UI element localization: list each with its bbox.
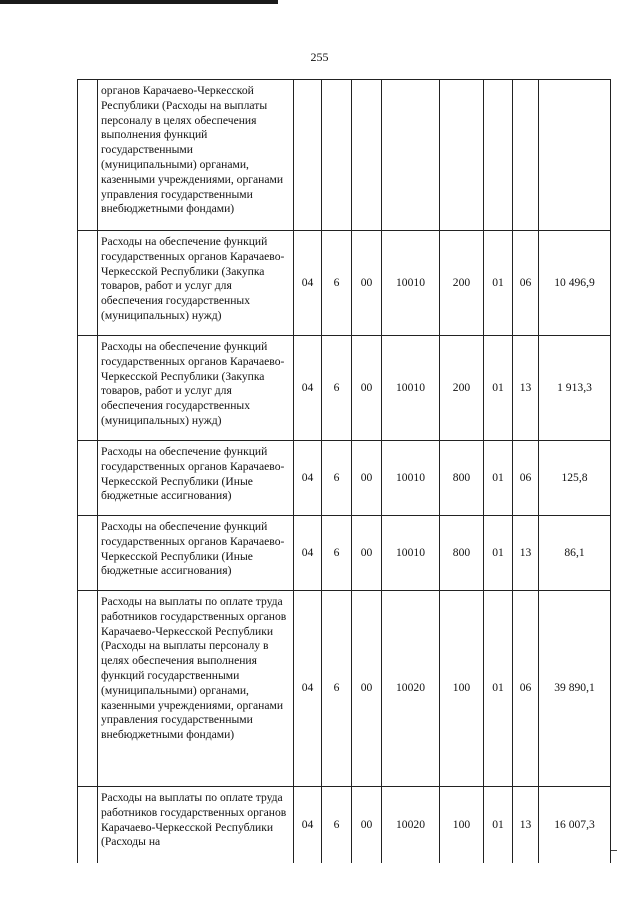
amount-cell: 1 913,3	[539, 336, 611, 441]
blank-cell	[78, 441, 98, 516]
code-cell: 10010	[382, 336, 440, 441]
code-cell	[322, 80, 352, 231]
code-cell: 04	[294, 231, 322, 336]
code-cell	[513, 80, 539, 231]
budget-table	[77, 79, 611, 863]
row-description: органов Карачаево-Черкесской Республики (Расходы на выплаты персоналу в целях обеспечения выполнения функций государственными (муниципальными) органами, казенными учреждениями, органами управления государственными внебюджетными фондами)	[98, 80, 294, 231]
code-cell: 6	[322, 787, 352, 863]
blank-cell	[78, 80, 98, 231]
code-cell: 06	[513, 231, 539, 336]
code-cell: 6	[322, 336, 352, 441]
top-rule	[0, 0, 278, 4]
code-cell: 100	[440, 787, 484, 863]
amount-cell	[539, 80, 611, 231]
code-cell: 10020	[382, 787, 440, 863]
code-cell: 200	[440, 336, 484, 441]
blank-cell	[78, 787, 98, 863]
blank-cell	[78, 591, 98, 787]
table-row	[78, 787, 611, 863]
code-cell: 00	[352, 591, 382, 787]
code-cell: 10010	[382, 516, 440, 591]
code-cell: 10010	[382, 441, 440, 516]
amount-cell: 125,8	[539, 441, 611, 516]
edge-mark	[611, 850, 617, 851]
amount-cell: 86,1	[539, 516, 611, 591]
code-cell: 01	[484, 441, 513, 516]
code-cell: 100	[440, 591, 484, 787]
row-description: Расходы на обеспечение функций государственных органов Карачаево-Черкесской Республики (Закупка товаров, работ и услуг для обеспечения государственных (муниципальных) нужд)	[98, 336, 294, 441]
code-cell: 6	[322, 516, 352, 591]
blank-cell	[78, 516, 98, 591]
code-cell: 01	[484, 231, 513, 336]
code-cell: 800	[440, 516, 484, 591]
table-row	[78, 441, 611, 516]
code-cell	[382, 80, 440, 231]
code-cell: 01	[484, 516, 513, 591]
amount-cell: 39 890,1	[539, 591, 611, 787]
row-description: Расходы на выплаты по оплате труда работников государственных органов Карачаево-Черкесской Республики (Расходы на	[98, 787, 294, 863]
blank-cell	[78, 231, 98, 336]
code-cell: 04	[294, 336, 322, 441]
code-cell	[352, 80, 382, 231]
code-cell: 10010	[382, 231, 440, 336]
code-cell: 00	[352, 441, 382, 516]
code-cell: 6	[322, 231, 352, 336]
code-cell	[484, 80, 513, 231]
table-row	[78, 80, 611, 231]
code-cell: 13	[513, 336, 539, 441]
table-row	[78, 591, 611, 787]
amount-cell: 16 007,3	[539, 787, 611, 863]
code-cell: 04	[294, 591, 322, 787]
code-cell: 6	[322, 591, 352, 787]
code-cell	[294, 80, 322, 231]
code-cell: 13	[513, 787, 539, 863]
code-cell: 06	[513, 591, 539, 787]
code-cell: 800	[440, 441, 484, 516]
code-cell: 04	[294, 787, 322, 863]
code-cell: 04	[294, 441, 322, 516]
row-description: Расходы на обеспечение функций государственных органов Карачаево-Черкесской Республики (Иные бюджетные ассигнования)	[98, 516, 294, 591]
table-row	[78, 231, 611, 336]
code-cell: 00	[352, 516, 382, 591]
code-cell: 6	[322, 441, 352, 516]
code-cell: 01	[484, 787, 513, 863]
row-description: Расходы на обеспечение функций государственных органов Карачаево-Черкесской Республики (Иные бюджетные ассигнования)	[98, 441, 294, 516]
code-cell: 200	[440, 231, 484, 336]
code-cell: 01	[484, 336, 513, 441]
table-row	[78, 336, 611, 441]
amount-cell: 10 496,9	[539, 231, 611, 336]
page-number: 255	[310, 50, 329, 64]
code-cell: 06	[513, 441, 539, 516]
table-row	[78, 516, 611, 591]
code-cell: 00	[352, 231, 382, 336]
code-cell: 01	[484, 591, 513, 787]
code-cell: 13	[513, 516, 539, 591]
code-cell: 00	[352, 336, 382, 441]
code-cell	[440, 80, 484, 231]
blank-cell	[78, 336, 98, 441]
code-cell: 04	[294, 516, 322, 591]
row-description: Расходы на выплаты по оплате труда работников государственных органов Карачаево-Черкесской Республики (Расходы на выплаты персоналу в целях обеспечения выполнения функций государственными (муниципальными) органами, казенными учреждениями, органами управления государственными внебюджетными фондами)	[98, 591, 294, 787]
row-description: Расходы на обеспечение функций государственных органов Карачаево-Черкесской Республики (Закупка товаров, работ и услуг для обеспечения государственных (муниципальных) нужд)	[98, 231, 294, 336]
code-cell: 00	[352, 787, 382, 863]
code-cell: 10020	[382, 591, 440, 787]
